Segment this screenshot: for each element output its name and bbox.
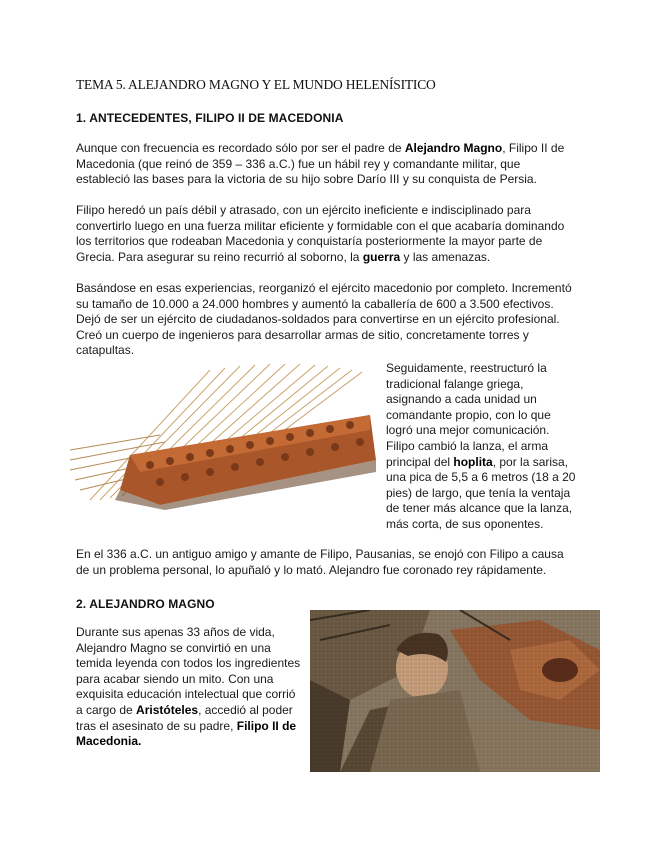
text-run: , por la sarisa, una pica de 5,5 a 6 metros (18 a 20 pies) de largo, que tenía la ventaja de tener más alcance que la lanza, más corta, de sus oponentes. — [386, 454, 576, 531]
paragraph-alejandro-vida — [76, 625, 301, 750]
paragraph-pausanias: En el 336 a.C. un antiguo amigo y amante de Filipo, Pausanias, se enojó con Filipo a causa de un problema personal, lo apuñaló y lo mató. Alejandro fue coronado rey rápidamente. — [76, 547, 564, 577]
bold-term: Filipo II de Macedonia. — [76, 718, 297, 749]
document-title: TEMA 5. ALEJANDRO MAGNO Y EL MUNDO HELENÍSITICO — [76, 77, 436, 92]
alexander-mosaic-image — [310, 610, 600, 772]
text-run: , Filipo II de Macedonia (que reinó de 359 – 336 a.C.) fue un hábil rey y comandante militar, que estableció las bases para la victoria de su hijo sobre Darío III y su conquista de Persia. — [76, 141, 565, 187]
bold-term: Aristóteles — [136, 702, 199, 717]
bold-term: Alejandro Magno — [404, 141, 503, 155]
section-heading-antecedentes: 1. ANTECEDENTES, FILIPO II DE MACEDONIA — [76, 111, 344, 125]
paragraph-falange — [386, 361, 580, 533]
text-run: Filipo heredó un país débil y atrasado, con un ejército ineficiente e indisciplinado para convertirlo luego en una fuerza militar eficiente y formidable con el que acabaría dominando los territorios que rodeaban Macedonia y conquistaría posteriormente la mayor parte de Grecia. Para asegurar su reino recurrió al soborno, la — [76, 203, 565, 264]
text-run: Seguidamente, reestructuró la tradicional falange griega, asignando a cada unidad un comandante propio, con lo que logró una mejor comunicación. Filipo cambió la lanza, el arma principal del — [386, 361, 551, 469]
phalanx-illustration — [70, 360, 376, 510]
text-run: y las amenazas. — [400, 249, 491, 264]
text-run: , accedió al poder tras el asesinato de su padre, — [76, 702, 293, 733]
bold-term: guerra — [362, 249, 401, 264]
paragraph-filipo-intro — [76, 141, 576, 188]
text-run: Durante sus apenas 33 años de vida, Alejandro Magno se convirtió en una temida leyenda con todos los ingredientes para acabar siendo un mito. Con una exquisita educación intelectual que corrió a cargo de — [76, 625, 301, 717]
text-run: Aunque con frecuencia es recordado sólo por ser el padre de — [76, 141, 405, 155]
bold-term: hoplita — [453, 454, 493, 469]
paragraph-filipo-herencia — [76, 203, 578, 265]
section-heading-alejandro: 2. ALEJANDRO MAGNO — [76, 597, 215, 611]
paragraph-reorganizacion: Basándose en esas experiencias, reorganizó el ejército macedonio por completo. Incrementó su tamaño de 10.000 a 24.000 hombres y aumentó la caballería de 600 a 3.500 efectivos. Dejó de ser un ejército de ciudadanos-soldados para convertirse en un ejército profesional. Creó un cuerpo de ingenieros para desarrollar armas de sitio, concretamente torres y catapultas. — [76, 281, 572, 358]
